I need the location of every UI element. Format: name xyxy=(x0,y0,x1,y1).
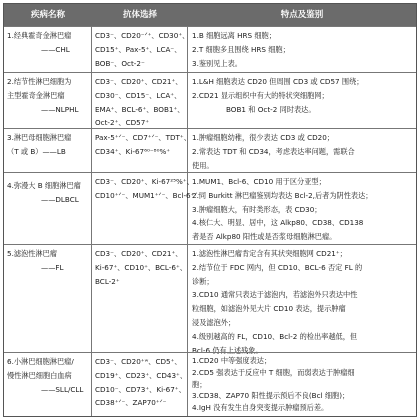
disease-abbr: ——FL xyxy=(41,262,64,272)
feature-line: 3.CD38、ZAP70 阳性提示预后不良(Bcl 细胞)； xyxy=(192,391,350,401)
antibody-cell xyxy=(92,173,202,244)
feature-line: 1.L&H 细胞表达 CD20 但周围 CD3 或 CD57 围绕； xyxy=(192,77,364,86)
disease-name-cell xyxy=(4,173,92,244)
feature-line: 1.B 细胞远离 HRS 细胞； xyxy=(192,31,276,40)
antibody-line: CD3⁻、CD20⁺、CD21⁺、 xyxy=(95,77,183,86)
feature-cell xyxy=(188,173,416,244)
antibody-line: CD15⁺、Pax-5⁺、LCA⁻、 xyxy=(95,44,182,54)
feature-line: 者是否 Alkp80 阳性或是否浆母细胞淋巴瘤。 xyxy=(192,232,337,242)
disease-name: 2.结节性淋巴细胞为 xyxy=(7,77,72,86)
feature-line: 3.肿瘤细胞大，有时类形态，表 CD30； xyxy=(192,204,322,214)
antibody-cell xyxy=(92,353,188,416)
disease-name: 3.淋巴母细胞淋巴瘤 xyxy=(7,133,72,142)
table-row-lb xyxy=(4,128,416,172)
feature-line: 使用。 xyxy=(192,160,214,170)
disease-name: （T 或 B）——LB xyxy=(7,146,66,156)
disease-name: 慢性淋巴细胞白血病 xyxy=(7,370,72,380)
antibody-line: CD3⁻、CD20⁺、CD21⁺、 xyxy=(95,249,183,258)
table-row-nlphl xyxy=(4,72,416,128)
feature-line: 4.级别越高的 FL，CD10、Bcl-2 的检出率越低，但 xyxy=(192,331,358,341)
feature-line: 2.CD21 显示组织中有大的特状突细胞网； xyxy=(192,90,329,100)
feature-line: 1.肿瘤细胞幼稚，很少表达 CD3 或 CD20； xyxy=(192,133,334,142)
feature-cell xyxy=(188,245,416,355)
feature-line: 胞； xyxy=(192,379,207,389)
feature-line: Bcl-6 仍有上述残象。 xyxy=(192,345,263,355)
antibody-line: CD3⁻、CD20⁻ᐟ⁺、CD30⁺、 xyxy=(95,31,190,40)
antibody-cell xyxy=(92,129,191,172)
disease-abbr: ——SLL/CLL xyxy=(41,384,84,394)
feature-line: 2.T 细胞多且围绕 HRS 细胞； xyxy=(192,44,290,54)
feature-line: 3.鉴别见上表。 xyxy=(192,58,242,68)
table-row-chl xyxy=(4,26,416,72)
antibody-line: CD30⁻、CD15⁻、LCA⁺、 xyxy=(95,90,182,100)
disease-abbr: ——CHL xyxy=(41,44,70,54)
feature-cell xyxy=(188,129,416,172)
feature-line: 浸及滤泡外； xyxy=(192,317,236,327)
antibody-line: Pax-5⁺ᐟ⁻、CD7⁺ᐟ⁻、TDT⁺、 xyxy=(95,133,191,142)
antibody-line: CD10⁺ᐟ⁻、MUM1⁺ᐟ⁻、Bcl-6⁺ᐟ⁻ xyxy=(95,190,202,200)
antibody-line: CD19⁺、CD23⁺、CD43⁺、 xyxy=(95,370,188,380)
feature-line: BOB1 和 Oct-2 同时表达。 xyxy=(226,104,316,114)
feature-cell xyxy=(188,73,416,128)
antibody-line: CD10⁻、CD73⁺、Ki-67⁺、 xyxy=(95,384,186,394)
header-features: 特点及鉴别 xyxy=(280,10,324,20)
disease-name: 5.滤泡性淋巴瘤 xyxy=(7,249,57,258)
antibody-line: EMA⁺、BCL-6⁺、BOB1⁺、 xyxy=(95,104,185,114)
disease-name-cell xyxy=(4,353,92,416)
feature-line: 4.IgH 没有发生自身突变提示肿瘤预后差。 xyxy=(192,403,329,413)
table-row-fl xyxy=(4,244,416,355)
antibody-line: CD3⁻、CD20⁺ʷ、CD5⁺、 xyxy=(95,357,182,366)
feature-cell xyxy=(188,27,416,72)
antibody-line: BOB⁻、Oct-2⁻ xyxy=(95,58,145,68)
antibody-cell xyxy=(92,73,188,128)
feature-line: 2.同 Burkitt 淋巴瘤鉴别均表达 Bcl-2,后者为阴性表达； xyxy=(192,190,373,200)
antibody-line: CD38⁺ᐟ⁻、ZAP70⁺ᐟ⁻ xyxy=(95,398,167,408)
feature-line: 2.常表达 TDT 和 CD34，考虑表达率问题，需联合 xyxy=(192,146,355,156)
header-antibody-selection: 抗体选择 xyxy=(122,10,157,20)
feature-cell xyxy=(188,353,416,416)
feature-line: 4.核仁大、明显、居中，这 Alkp80、CD38、CD138 xyxy=(192,218,364,228)
disease-name-cell xyxy=(4,27,92,72)
disease-name: 1.经典霍奇金淋巴瘤 xyxy=(7,31,72,40)
lymphoma-table xyxy=(3,3,417,417)
feature-line: 1.CD20 中等强度表达； xyxy=(192,356,272,365)
disease-abbr: ——NLPHL xyxy=(41,104,79,114)
disease-name-cell xyxy=(4,129,92,172)
antibody-line: Oct-2⁺、CD57⁺ xyxy=(95,118,150,128)
table-header xyxy=(4,4,416,26)
disease-name: 主型霍奇金淋巴瘤 xyxy=(7,90,65,100)
disease-name: 6.小淋巴细胞淋巴瘤/ xyxy=(7,357,74,366)
disease-abbr: ——DLBCL xyxy=(41,194,79,204)
feature-line: 诊断； xyxy=(192,276,214,286)
feature-line: 2.结节位于 FDC 网内，但 CD10、BCL-6 否定 FL 的 xyxy=(192,262,363,272)
feature-line: 1.滤泡性淋巴瘤肯定含有其状突细胞网 CD21⁺； xyxy=(192,249,347,258)
antibody-line: CD3⁻、CD20⁺、Ki-67²⁵%⁺、 xyxy=(95,177,194,186)
antibody-line: BCL-2⁺ xyxy=(95,276,120,286)
antibody-line: Ki-67⁺、CD10⁺、BCL-6⁺、 xyxy=(95,262,187,272)
antibody-cell xyxy=(92,245,188,352)
table-row-sll-cll xyxy=(4,352,416,416)
disease-name-cell xyxy=(4,73,92,128)
feature-line: 2.CD5 强表达于反应中 T 细胞，而弱表达于肿瘤细 xyxy=(192,367,355,377)
table-row-dlbcl xyxy=(4,172,416,244)
feature-line: 1.MUM1、Bcl-6、CD10 用于区分亚型； xyxy=(192,177,326,186)
disease-name-cell xyxy=(4,245,92,352)
antibody-line: CD34⁺、Ki-67⁶⁰⁻⁸⁰%⁺ xyxy=(95,146,171,156)
header-disease-name: 疾病名称 xyxy=(30,10,65,20)
disease-name: 4.弥漫大 B 细胞淋巴瘤 xyxy=(7,181,81,190)
feature-line: 粒细胞，如滤泡外见大片 CD10 表达，提示肿瘤 xyxy=(192,304,346,314)
feature-line: 3.CD10 通常只表达于滤泡内，若滤泡外只表达中性 xyxy=(192,290,358,300)
antibody-cell xyxy=(92,27,188,72)
